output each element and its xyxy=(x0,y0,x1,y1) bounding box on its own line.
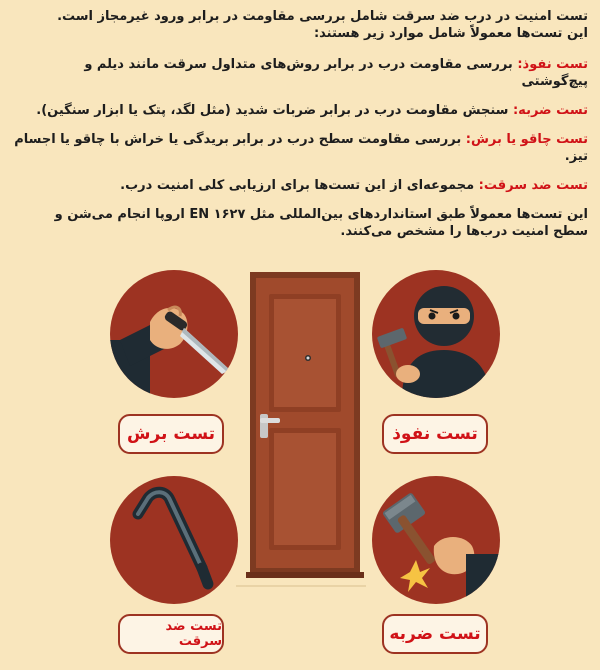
intro-line-1: تست امنیت در درب ضد سرقت شامل بررسی مقاومت در برابر ورود غیرمجاز است. xyxy=(57,9,588,24)
item-desc: مجموعه‌ای از این تست‌ها برای ارزیابی کلی امنیت درب. xyxy=(120,178,475,193)
penetration-test-text: تست نفوذ xyxy=(392,424,478,444)
anti-theft-test-text: تست ضد سرقت xyxy=(165,619,222,649)
intro-line-2: این تست‌ها معمولاً شامل موارد زیر هستند: xyxy=(313,26,588,41)
item-anti-theft xyxy=(14,177,588,194)
hammer-hand-icon xyxy=(372,476,500,604)
anti-theft-test-label xyxy=(118,614,224,654)
item-impact xyxy=(14,102,588,119)
footer-line-2: سطح امنیت درب‌ها را مشخص می‌کنند. xyxy=(340,224,588,239)
knife-hand-icon xyxy=(110,270,238,398)
description-text xyxy=(0,0,600,252)
item-desc: سنجش مقاومت درب در برابر ضربات شدید (مثل لگد، پتک یا ابزار سنگین). xyxy=(36,103,509,118)
item-title: تست نفوذ: xyxy=(517,57,588,72)
penetration-test-label xyxy=(382,414,488,454)
cut-test-label xyxy=(118,414,224,454)
burglar-hammer-icon xyxy=(372,270,500,398)
item-desc: بررسی مقاومت درب در برابر روش‌های متداول سرقت مانند دیلم و پیچ‌گوشتی xyxy=(84,57,588,89)
intro-paragraph xyxy=(14,8,588,42)
crowbar-icon xyxy=(110,476,238,604)
impact-test-label xyxy=(382,614,488,654)
item-title: تست ضربه: xyxy=(512,103,588,118)
impact-test-text: تست ضربه xyxy=(389,624,481,644)
footer-paragraph xyxy=(14,206,588,240)
item-desc: بررسی مقاومت سطح درب در برابر بریدگی یا خراش با چاقو یا اجسام تیز. xyxy=(14,132,588,164)
footer-line-1: این تست‌ها معمولاً طبق استانداردهای بین‌المللی مثل EN ۱۶۲۷ اروپا انجام می‌شن و xyxy=(54,207,588,222)
item-knife xyxy=(14,131,588,165)
item-title: تست ضد سرقت: xyxy=(478,178,588,193)
item-title: تست چاقو یا برش: xyxy=(465,132,588,147)
item-penetration xyxy=(14,56,588,90)
cut-test-text: تست برش xyxy=(127,424,216,444)
wooden-door-icon xyxy=(236,268,366,598)
